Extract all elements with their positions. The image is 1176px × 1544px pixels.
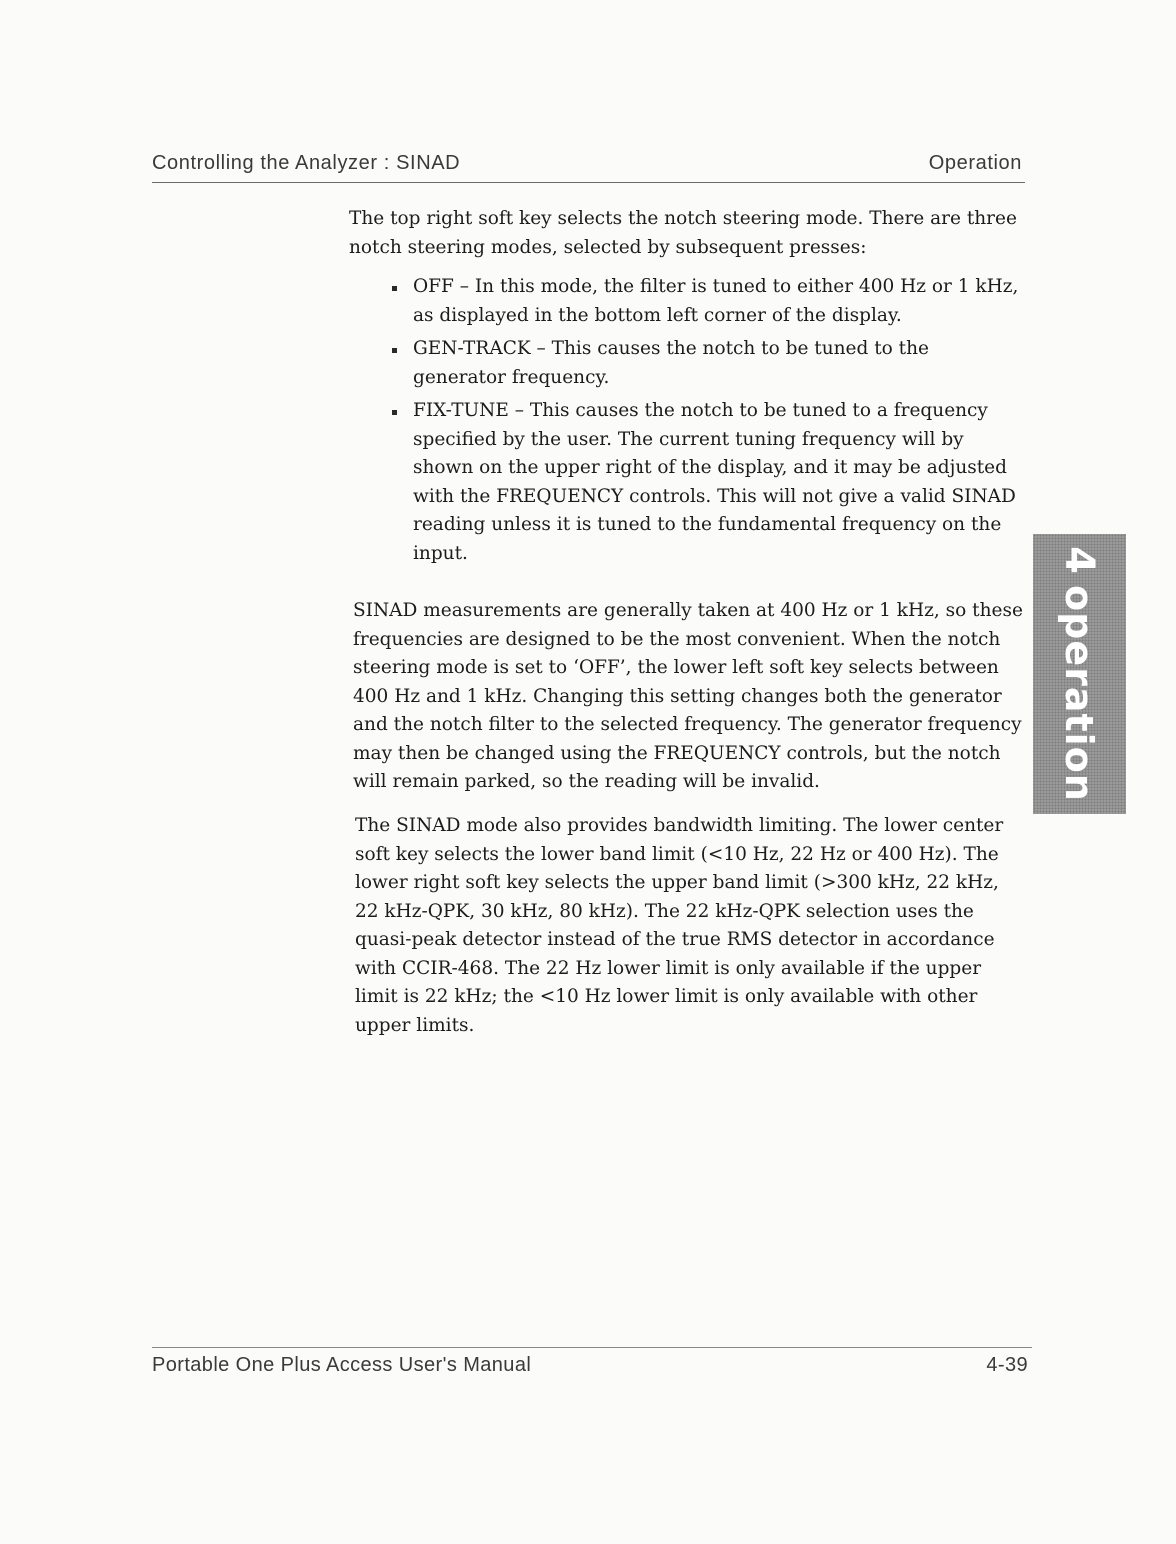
- manual-title: Portable One Plus Access User's Manual: [152, 1354, 532, 1376]
- bullet-icon: [392, 410, 397, 415]
- list-item-text: GEN-TRACK – This causes the notch to be tuned to the generator frequency.: [413, 338, 929, 388]
- measurement-paragraph: SINAD measurements are generally taken at 400 Hz or 1 kHz, so these frequencies are designed to be the most convenient. When the notch steering mode is set to ‘OFF’, the lower left soft key selects between 400 Hz and 1 kHz. Changing this setting changes both the generator and the notch filter to the selected frequency. The generator frequency may then be changed using the FREQUENCY controls, but the notch will remain parked, so the reading will be invalid.: [353, 600, 1023, 792]
- chapter-tab-label: [1056, 546, 1102, 802]
- notch-mode-list: [392, 273, 1022, 573]
- chapter-tab: [1033, 534, 1126, 814]
- bullet-icon: [392, 286, 397, 291]
- section-title: Controlling the Analyzer : SINAD: [152, 152, 461, 174]
- page-number: 4-39: [986, 1354, 1028, 1376]
- list-item: [392, 397, 1022, 568]
- intro-paragraph: The top right soft key selects the notch steering mode. There are three notch steering modes, selected by subsequent presses:: [349, 208, 1017, 258]
- running-footer: [152, 1347, 1032, 1377]
- running-header: [152, 152, 1025, 183]
- chapter-title: Operation: [928, 152, 1022, 174]
- list-item-text: OFF – In this mode, the filter is tuned to either 400 Hz or 1 kHz, as displayed in the bottom left corner of the display.: [413, 276, 1019, 326]
- list-item: [392, 335, 1022, 392]
- bullet-icon: [392, 348, 397, 353]
- list-item-text: FIX-TUNE – This causes the notch to be tuned to a frequency specified by the user. The current tuning frequency will by shown on the upper right of the display, and it may be adjusted with the FREQUENCY controls. This will not give a valid SINAD reading unless it is tuned to the fundamental frequency on the input.: [413, 400, 1016, 564]
- bandwidth-paragraph: The SINAD mode also provides bandwidth limiting. The lower center soft key selects the lower band limit (<10 Hz, 22 Hz or 400 Hz). The lower right soft key selects the upper band limit (>300 kHz, 22 kHz, 22 kHz-QPK, 30 kHz, 80 kHz). The 22 kHz-QPK selection uses the quasi-peak detector instead of the true RMS detector in accordance with CCIR-468. The 22 Hz lower limit is only available if the upper limit is 22 kHz; the <10 Hz lower limit is only available with other upper limits.: [355, 815, 1004, 1036]
- chapter-number: 4: [1056, 546, 1102, 576]
- list-item: [392, 273, 1022, 330]
- chapter-name: operation: [1057, 585, 1101, 802]
